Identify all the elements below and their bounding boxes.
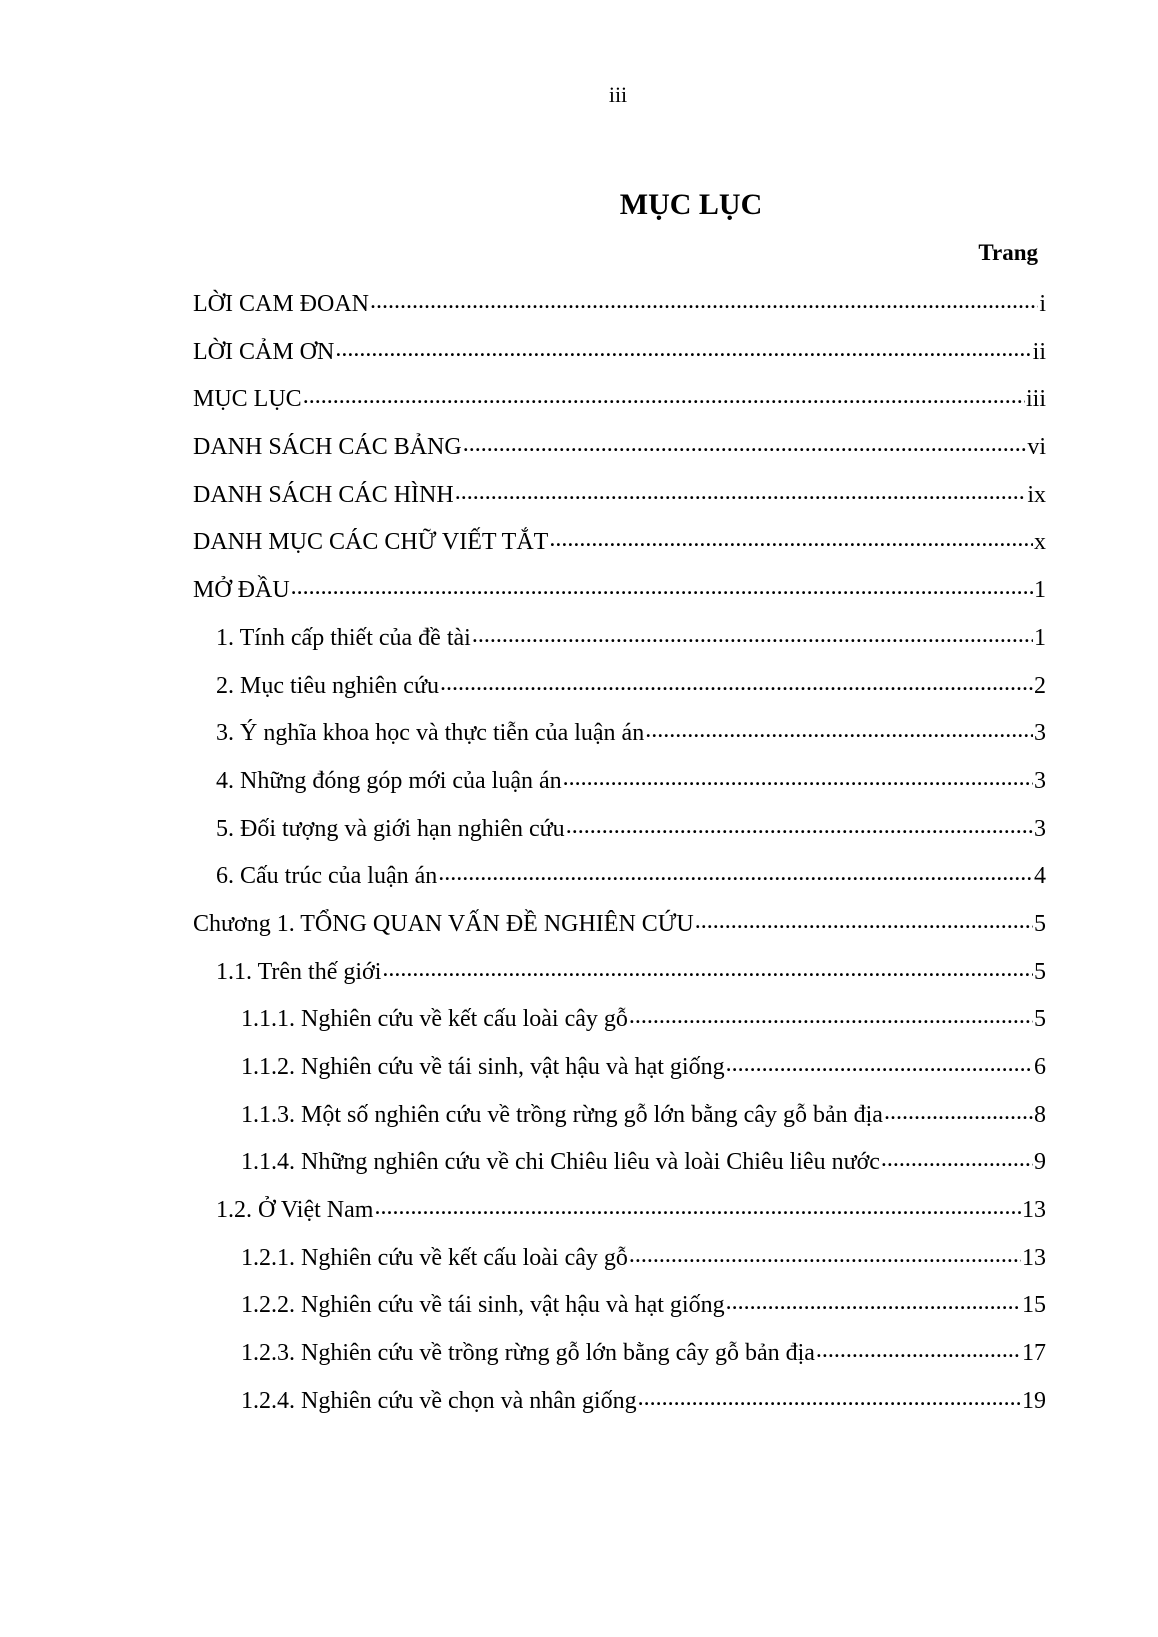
dot-leader [303, 382, 1025, 406]
toc-entry-page: 9 [1034, 1149, 1046, 1176]
toc-entry[interactable] [193, 621, 1046, 669]
toc-entry-page: iii [1025, 386, 1046, 413]
toc-entry-page: 5 [1034, 1006, 1046, 1033]
toc-entry[interactable] [193, 955, 1046, 1003]
toc-entry-page: 13 [1022, 1197, 1046, 1224]
dot-leader [881, 1145, 1033, 1169]
toc-entry[interactable] [193, 764, 1046, 812]
toc-entry-label: 2. Mục tiêu nghiên cứu [216, 672, 439, 699]
toc-entry[interactable] [193, 1002, 1046, 1050]
toc-entry-label: 1.1.3. Một số nghiên cứu về trồng rừng gỗ lớn bằng cây gỗ bản địa [241, 1101, 883, 1128]
toc-entry-label: LỜI CAM ĐOAN [193, 291, 369, 317]
dot-leader [726, 1050, 1033, 1074]
toc-entry[interactable] [193, 1193, 1046, 1241]
toc-entry[interactable] [193, 287, 1046, 335]
toc-entry[interactable] [193, 1145, 1046, 1193]
toc-entry[interactable] [193, 430, 1046, 478]
toc-entry-label: DANH MỤC CÁC CHỮ VIẾT TẮT [193, 529, 549, 556]
toc-entry[interactable] [193, 1384, 1046, 1432]
toc-entry-label: 1.2.2. Nghiên cứu về tái sinh, vật hậu và hạt giống [241, 1292, 725, 1319]
dot-leader [629, 1241, 1021, 1265]
page-column-label: Trang [978, 240, 1038, 265]
toc-entry-label: DANH SÁCH CÁC HÌNH [193, 481, 454, 508]
toc-entry[interactable] [193, 478, 1046, 526]
toc-entry[interactable] [193, 812, 1046, 860]
toc-entry-label: 1. Tính cấp thiết của đề tài [216, 624, 471, 651]
toc-entry-page: i [1039, 291, 1046, 317]
toc-entry-page: 4 [1034, 863, 1046, 890]
toc-entry[interactable] [193, 573, 1046, 621]
toc-entry-page: 15 [1022, 1292, 1046, 1319]
toc-entry[interactable] [193, 1050, 1046, 1098]
dot-leader [726, 1288, 1021, 1312]
dot-leader [695, 907, 1033, 931]
toc-entry[interactable] [193, 382, 1046, 430]
toc-entry-label: 1.2.3. Nghiên cứu về trồng rừng gỗ lớn bằng cây gỗ bản địa [241, 1340, 815, 1367]
toc-entry[interactable] [193, 1098, 1046, 1146]
toc-entry-label: 1.2.4. Nghiên cứu về chọn và nhân giống [241, 1387, 637, 1414]
toc-entry-page: 3 [1034, 767, 1046, 794]
toc-entry-page: vi [1027, 434, 1046, 461]
toc-entry[interactable] [193, 859, 1046, 907]
toc-entry-page: ii [1032, 338, 1046, 365]
dot-leader [438, 859, 1033, 883]
dot-leader [335, 335, 1031, 359]
toc-entry[interactable] [193, 669, 1046, 717]
toc-entry[interactable] [193, 716, 1046, 764]
toc-title: MỤC LỤC [619, 188, 763, 221]
toc-entry-page: ix [1027, 481, 1046, 508]
toc-entry-page: 3 [1034, 815, 1046, 842]
toc-entry[interactable] [193, 335, 1046, 383]
dot-leader [374, 1193, 1021, 1217]
toc-entry-page: 17 [1022, 1340, 1046, 1367]
dot-leader [638, 1384, 1021, 1408]
toc-entry-label: LỜI CẢM ƠN [193, 338, 335, 365]
dot-leader [455, 478, 1027, 502]
toc-entry-page: 2 [1034, 672, 1046, 699]
dot-leader [382, 955, 1033, 979]
toc-entry[interactable] [193, 525, 1046, 573]
toc-entry-page: 13 [1022, 1244, 1046, 1271]
toc-entry-label: 1.1.2. Nghiên cứu về tái sinh, vật hậu và hạt giống [241, 1054, 725, 1080]
dot-leader [566, 812, 1033, 836]
dot-leader [291, 573, 1033, 597]
toc-entry-page: x [1034, 529, 1046, 556]
toc-entry-label: 3. Ý nghĩa khoa học và thực tiễn của luận án [216, 720, 645, 747]
toc-entry-label: Chương 1. TỔNG QUAN VẤN ĐỀ NGHIÊN CỨU [193, 910, 694, 937]
toc-entry-label: 1.2. Ở Việt Nam [216, 1197, 374, 1224]
toc-entry-label: 1.1.1. Nghiên cứu về kết cấu loài cây gỗ [241, 1006, 628, 1033]
dot-leader [816, 1336, 1021, 1360]
toc-entry[interactable] [193, 1241, 1046, 1289]
toc-entry[interactable] [193, 1288, 1046, 1336]
dot-leader [884, 1098, 1033, 1122]
toc-entry-label: 5. Đối tượng và giới hạn nghiên cứu [216, 815, 565, 842]
toc-entry-page: 3 [1034, 720, 1046, 747]
dot-leader [370, 287, 1038, 311]
table-of-contents [193, 287, 1046, 1432]
dot-leader [440, 669, 1033, 693]
toc-entry-label: 6. Cấu trúc của luận án [216, 863, 438, 890]
toc-entry-page: 6 [1034, 1054, 1046, 1080]
toc-entry-page: 5 [1034, 958, 1046, 985]
dot-leader [563, 764, 1033, 788]
toc-entry-label: MỤC LỤC [193, 386, 302, 413]
toc-entry-label: DANH SÁCH CÁC BẢNG [193, 434, 462, 461]
dot-leader [472, 621, 1033, 645]
page-number: iii [608, 82, 628, 107]
toc-entry-page: 1 [1034, 577, 1046, 604]
dot-leader [549, 525, 1033, 549]
dot-leader [629, 1002, 1033, 1026]
toc-entry-label: 1.2.1. Nghiên cứu về kết cấu loài cây gỗ [241, 1244, 628, 1271]
toc-entry-page: 8 [1034, 1101, 1046, 1128]
toc-entry-page: 5 [1034, 910, 1046, 937]
toc-entry[interactable] [193, 907, 1046, 955]
toc-entry[interactable] [193, 1336, 1046, 1384]
toc-entry-label: 4. Những đóng góp mới của luận án [216, 767, 562, 794]
toc-entry-label: MỞ ĐẦU [193, 577, 290, 604]
toc-entry-label: 1.1. Trên thế giới [216, 958, 382, 985]
dot-leader [645, 716, 1033, 740]
toc-entry-label: 1.1.4. Những nghiên cứu về chi Chiêu liêu và loài Chiêu liêu nước [241, 1149, 880, 1176]
toc-entry-page: 1 [1034, 624, 1046, 651]
toc-entry-page: 19 [1022, 1387, 1046, 1414]
dot-leader [463, 430, 1027, 454]
